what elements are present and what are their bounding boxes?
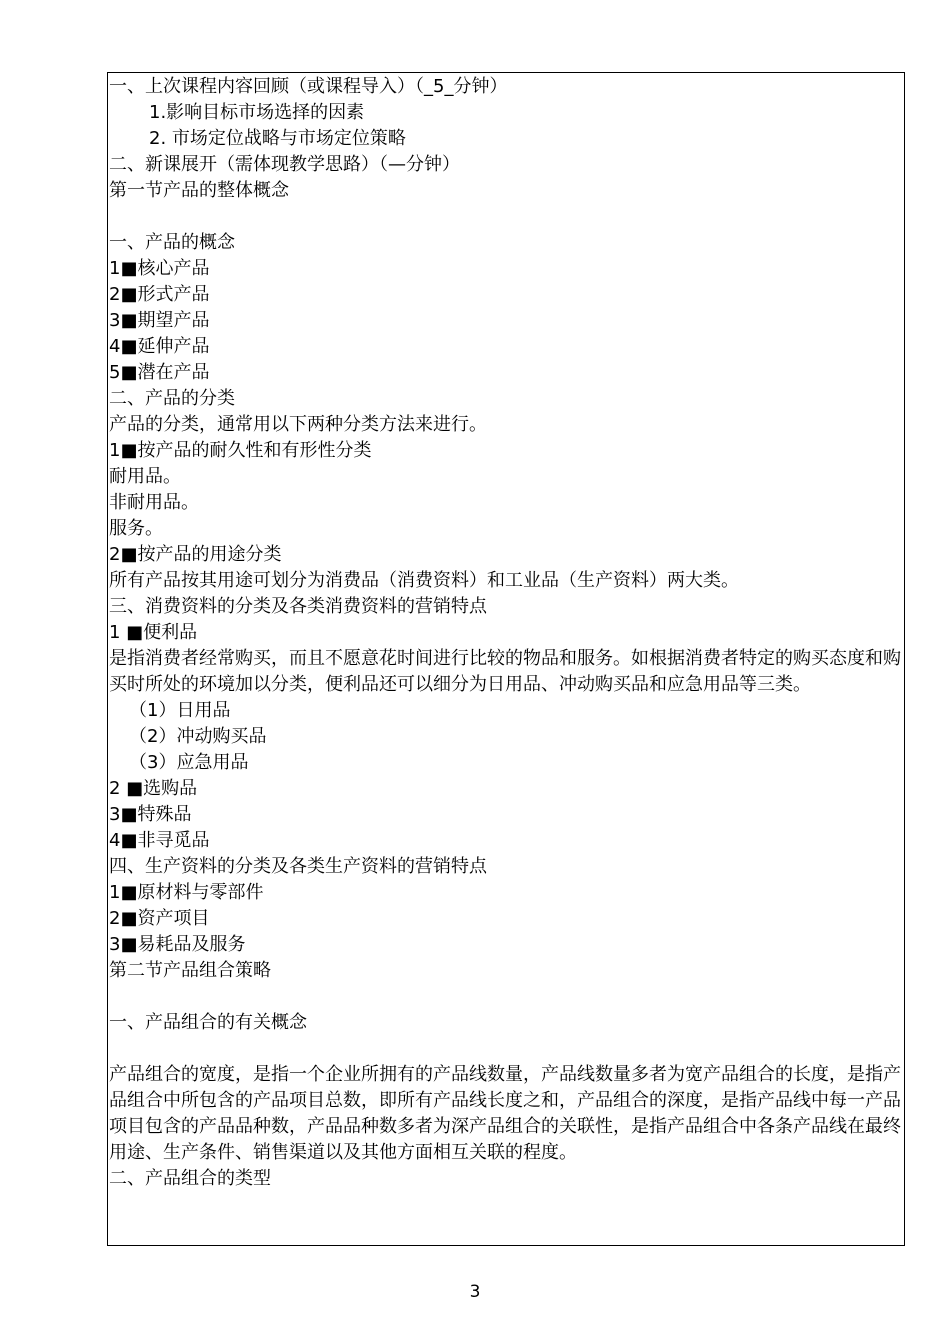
list-item: 5■潜在产品 [109, 362, 210, 383]
heading-new-lesson: 二、新课展开（需体现教学思路）（—分钟） [109, 154, 460, 175]
list-item: 3■易耗品及服务 [109, 934, 246, 955]
review-item-2: 2. 市场定位战略与市场定位策略 [149, 128, 406, 149]
lesson-content-box [107, 72, 905, 1246]
heading-review: 一、上次课程内容回顾（或课程导入）（_5_分钟） [109, 76, 508, 97]
subheading-production-goods: 四、生产资料的分类及各类生产资料的营销特点 [109, 856, 487, 877]
list-item: 2■形式产品 [109, 284, 210, 305]
page-number: 3 [469, 1282, 481, 1302]
section-2-title: 第二节产品组合策略 [109, 960, 271, 981]
section-1-title: 第一节产品的整体概念 [109, 180, 289, 201]
list-item: （2）冲动购买品 [129, 726, 267, 747]
text-line: 服务。 [109, 518, 163, 539]
spacer [109, 1036, 904, 1062]
spacer [109, 204, 904, 230]
list-item: 1 ■便利品 [109, 622, 198, 643]
list-item: 4■非寻觅品 [109, 830, 210, 851]
list-item: （1）日用品 [129, 700, 231, 721]
list-item: 3■期望产品 [109, 310, 210, 331]
subheading-product-classification: 二、产品的分类 [109, 388, 235, 409]
subheading-consumer-goods: 三、消费资料的分类及各类消费资料的营销特点 [109, 596, 487, 617]
list-item: （3）应急用品 [129, 752, 249, 773]
list-item: 4■延伸产品 [109, 336, 210, 357]
text-line: 产品的分类，通常用以下两种分类方法来进行。 [109, 414, 487, 435]
list-item: 1■核心产品 [109, 258, 210, 279]
list-item: 1■按产品的耐久性和有形性分类 [109, 440, 372, 461]
list-item: 1■原材料与零部件 [109, 882, 264, 903]
lesson-content [108, 73, 904, 1192]
spacer [109, 984, 904, 1010]
list-item: 2■资产项目 [109, 908, 210, 929]
list-item: 3■特殊品 [109, 804, 192, 825]
list-item: 2■按产品的用途分类 [109, 544, 282, 565]
subheading-mix-types: 二、产品组合的类型 [109, 1168, 271, 1189]
subheading-mix-concepts: 一、产品组合的有关概念 [109, 1012, 307, 1033]
list-item: 2 ■选购品 [109, 778, 198, 799]
review-item-1: 1.影响目标市场选择的因素 [149, 102, 365, 123]
text-line: 耐用品。 [109, 466, 181, 487]
text-line: 非耐用品。 [109, 492, 199, 513]
paragraph-convenience-goods: 是指消费者经常购买，而且不愿意花时间进行比较的物品和服务。如根据消费者特定的购买态度和购买时所处的环境加以分类，便利品还可以细分为日用品、冲动购买品和应急用品等三类。 [109, 648, 901, 695]
subheading-product-concept: 一、产品的概念 [109, 232, 235, 253]
text-line: 所有产品按其用途可划分为消费品（消费资料）和工业品（生产资料）两大类。 [109, 570, 739, 591]
paragraph-product-mix: 产品组合的宽度，是指一个企业所拥有的产品线数量，产品线数量多者为宽产品组合的长度，是指产品组合中所包含的产品项目总数，即所有产品线长度之和，产品组合的深度，是指产品线中每一产品项目包含的产品品种数，产品品种数多者为深产品组合的关联性，是指产品组合中各条产品线在最终用途、生产条件、销售渠道以及其他方面相互关联的程度。 [109, 1064, 901, 1163]
